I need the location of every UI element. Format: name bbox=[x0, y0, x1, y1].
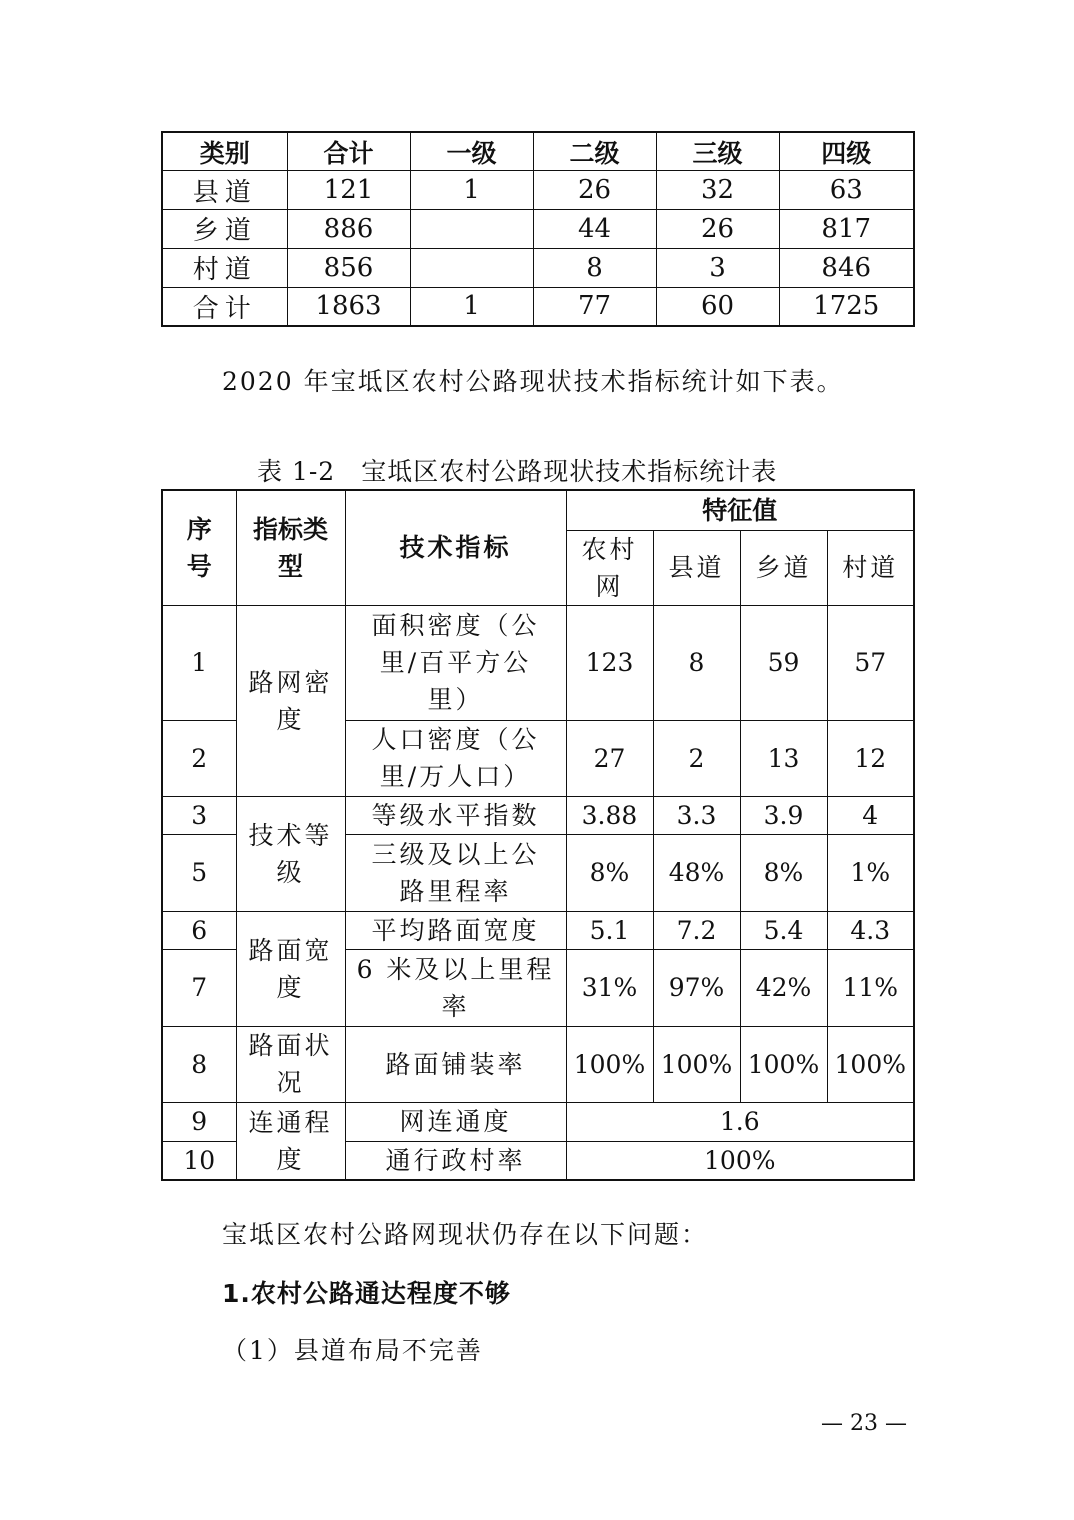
table-cell: 60 bbox=[656, 287, 779, 326]
value-cell: 4.3 bbox=[827, 911, 914, 949]
row-number: 3 bbox=[162, 796, 236, 834]
row-number: 10 bbox=[162, 1141, 236, 1180]
header-cell: 合计 bbox=[287, 132, 410, 171]
header-cell: 一级 bbox=[410, 132, 533, 171]
header-type: 指标类型 bbox=[236, 490, 345, 605]
table-cell: 121 bbox=[287, 171, 410, 210]
header-feature: 特征值 bbox=[566, 490, 914, 530]
indicator-name: 路面铺装率 bbox=[345, 1026, 566, 1102]
header-cell: 三级 bbox=[656, 132, 779, 171]
group-label: 连通程度 bbox=[236, 1102, 345, 1180]
table-row bbox=[162, 1102, 914, 1141]
indicator-name: 三级及以上公路里程率 bbox=[345, 834, 566, 911]
problems-paragraph: 宝坻区农村公路网现状仍存在以下问题： bbox=[222, 1220, 709, 1249]
value-cell: 4 bbox=[827, 796, 914, 834]
header-seq: 序号 bbox=[162, 490, 236, 605]
table-row bbox=[162, 605, 914, 720]
value-cell: 123 bbox=[566, 605, 653, 720]
table-cell: 1725 bbox=[779, 287, 914, 326]
value-cell: 59 bbox=[740, 605, 827, 720]
row-number: 6 bbox=[162, 911, 236, 949]
table-cell: 8 bbox=[533, 248, 656, 287]
table-cell: 村道 bbox=[162, 248, 287, 287]
value-cell: 12 bbox=[827, 720, 914, 796]
header-col-county: 县道 bbox=[653, 530, 740, 605]
table-cell: 856 bbox=[287, 248, 410, 287]
value-cell: 5.1 bbox=[566, 911, 653, 949]
value-cell: 42% bbox=[740, 949, 827, 1026]
section-heading: 1.农村公路通达程度不够 bbox=[222, 1279, 511, 1308]
header-col-township: 乡道 bbox=[740, 530, 827, 605]
value-cell: 48% bbox=[653, 834, 740, 911]
table-header-row bbox=[162, 490, 914, 530]
value-cell: 2 bbox=[653, 720, 740, 796]
table-cell: 44 bbox=[533, 210, 656, 249]
table-cell: 合计 bbox=[162, 287, 287, 326]
intro-paragraph: 2020 年宝坻区农村公路现状技术指标统计如下表。 bbox=[222, 367, 844, 396]
table-cell: 26 bbox=[656, 210, 779, 249]
header-cell: 二级 bbox=[533, 132, 656, 171]
value-cell: 1% bbox=[827, 834, 914, 911]
table-cell: 886 bbox=[287, 210, 410, 249]
table-row bbox=[162, 171, 914, 210]
indicator-name: 通行政村率 bbox=[345, 1141, 566, 1180]
table-cell: 846 bbox=[779, 248, 914, 287]
value-cell: 3.88 bbox=[566, 796, 653, 834]
value-cell: 11% bbox=[827, 949, 914, 1026]
table-cell: 1863 bbox=[287, 287, 410, 326]
header-cell: 类别 bbox=[162, 132, 287, 171]
value-cell: 100% bbox=[827, 1026, 914, 1102]
indicator-name: 6 米及以上里程率 bbox=[345, 949, 566, 1026]
value-cell: 13 bbox=[740, 720, 827, 796]
value-cell: 8% bbox=[740, 834, 827, 911]
value-cell: 27 bbox=[566, 720, 653, 796]
value-cell: 97% bbox=[653, 949, 740, 1026]
value-cell: 100% bbox=[566, 1026, 653, 1102]
road-grade-table bbox=[161, 131, 915, 327]
technical-indicator-table bbox=[161, 489, 915, 1181]
table-row bbox=[162, 911, 914, 949]
indicator-name: 面积密度（公里/百平方公里） bbox=[345, 605, 566, 720]
group-label: 路面状况 bbox=[236, 1026, 345, 1102]
table-row bbox=[162, 248, 914, 287]
value-cell: 5.4 bbox=[740, 911, 827, 949]
row-number: 5 bbox=[162, 834, 236, 911]
value-cell: 57 bbox=[827, 605, 914, 720]
table-row bbox=[162, 287, 914, 326]
table-cell: 1 bbox=[410, 171, 533, 210]
row-number: 9 bbox=[162, 1102, 236, 1141]
group-label: 技术等级 bbox=[236, 796, 345, 911]
table-cell: 县道 bbox=[162, 171, 287, 210]
table-cell: 1 bbox=[410, 287, 533, 326]
table-row bbox=[162, 1026, 914, 1102]
page-number: — 23 — bbox=[821, 1411, 907, 1436]
header-indicator: 技术指标 bbox=[345, 490, 566, 605]
value-cell: 7.2 bbox=[653, 911, 740, 949]
table-row bbox=[162, 210, 914, 249]
value-cell: 31% bbox=[566, 949, 653, 1026]
table-cell: 3 bbox=[656, 248, 779, 287]
indicator-name: 平均路面宽度 bbox=[345, 911, 566, 949]
table-row bbox=[162, 796, 914, 834]
value-cell: 100% bbox=[653, 1026, 740, 1102]
indicator-name: 等级水平指数 bbox=[345, 796, 566, 834]
merged-value-cell: 1.6 bbox=[566, 1102, 914, 1141]
row-number: 2 bbox=[162, 720, 236, 796]
header-cell: 四级 bbox=[779, 132, 914, 171]
value-cell: 3.3 bbox=[653, 796, 740, 834]
merged-value-cell: 100% bbox=[566, 1141, 914, 1180]
row-number: 7 bbox=[162, 949, 236, 1026]
table-caption: 表 1-2 宝坻区农村公路现状技术指标统计表 bbox=[257, 457, 778, 486]
table-cell bbox=[410, 210, 533, 249]
value-cell: 3.9 bbox=[740, 796, 827, 834]
row-number: 1 bbox=[162, 605, 236, 720]
group-label: 路网密度 bbox=[236, 605, 345, 796]
group-label: 路面宽度 bbox=[236, 911, 345, 1026]
table-cell bbox=[410, 248, 533, 287]
indicator-name: 人口密度（公里/万人口） bbox=[345, 720, 566, 796]
table-cell: 乡道 bbox=[162, 210, 287, 249]
table-cell: 32 bbox=[656, 171, 779, 210]
table-cell: 63 bbox=[779, 171, 914, 210]
value-cell: 8% bbox=[566, 834, 653, 911]
subsection-heading: （1）县道布局不完善 bbox=[222, 1336, 483, 1365]
indicator-name: 网连通度 bbox=[345, 1102, 566, 1141]
table-cell: 77 bbox=[533, 287, 656, 326]
value-cell: 8 bbox=[653, 605, 740, 720]
value-cell: 100% bbox=[740, 1026, 827, 1102]
header-col-rural: 农村网 bbox=[566, 530, 653, 605]
table-header-row bbox=[162, 132, 914, 171]
table-cell: 817 bbox=[779, 210, 914, 249]
table-cell: 26 bbox=[533, 171, 656, 210]
row-number: 8 bbox=[162, 1026, 236, 1102]
header-col-village: 村道 bbox=[827, 530, 914, 605]
